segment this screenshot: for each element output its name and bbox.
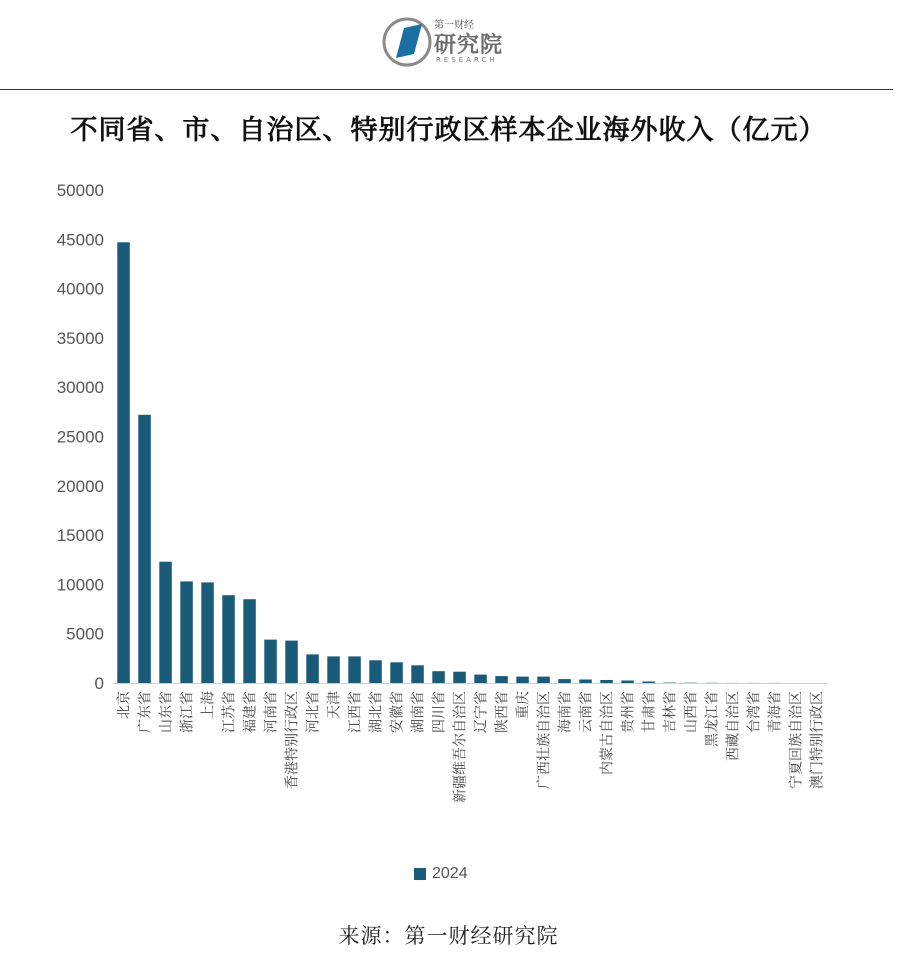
x-tick-label: 浙江省 — [179, 691, 196, 733]
x-tick-label: 天津 — [326, 691, 343, 719]
logo — [382, 12, 522, 72]
y-tick-label: 5000 — [66, 624, 104, 644]
x-tick-label: 安徽省 — [389, 691, 406, 733]
x-tick-label: 广东省 — [137, 691, 154, 733]
bar — [369, 660, 382, 683]
bar — [159, 562, 172, 683]
bar — [285, 641, 298, 683]
bar — [453, 672, 466, 683]
logo-sub-text: RESEARCH — [436, 56, 498, 64]
legend — [414, 864, 468, 884]
y-tick-label: 10000 — [56, 575, 104, 595]
x-tick-label: 江西省 — [347, 691, 364, 733]
bar — [516, 677, 529, 683]
bar — [411, 665, 424, 683]
x-tick-label: 广西壮族自治区 — [536, 691, 553, 789]
bar — [201, 582, 214, 683]
bar — [579, 680, 592, 684]
bar — [264, 640, 277, 683]
x-tick-label: 山西省 — [683, 691, 700, 733]
bar — [537, 677, 550, 683]
x-tick-label: 河南省 — [263, 691, 280, 733]
x-tick-label: 福建省 — [242, 691, 259, 733]
bar-chart — [0, 170, 897, 850]
x-tick-label: 四川省 — [431, 691, 448, 733]
bar — [642, 682, 655, 684]
bar — [432, 671, 445, 683]
bar — [243, 599, 256, 683]
y-tick-label: 0 — [94, 674, 104, 693]
y-tick-label: 15000 — [56, 526, 104, 546]
bar — [327, 656, 340, 683]
bar — [348, 656, 361, 683]
x-tick-label: 云南省 — [578, 691, 595, 733]
logo-big-text: 研究院 — [434, 33, 504, 58]
x-tick-label: 湖北省 — [368, 691, 385, 733]
y-tick-label: 25000 — [56, 427, 104, 447]
x-tick-label: 香港特别行政区 — [284, 691, 301, 789]
x-tick-label: 江苏省 — [221, 691, 238, 733]
logo-small-text: 第一财经 — [434, 20, 474, 31]
x-tick-label: 湖南省 — [410, 691, 427, 733]
bar — [621, 681, 634, 684]
x-tick-label: 新疆维吾尔自治区 — [452, 691, 469, 803]
chart-title: 不同省、市、自治区、特别行政区样本企业海外收入（亿元） — [70, 115, 827, 146]
bar — [558, 679, 571, 683]
x-tick-label: 海南省 — [557, 691, 574, 733]
x-tick-label: 河北省 — [305, 691, 322, 733]
x-tick-label: 甘肃省 — [641, 691, 658, 733]
x-tick-label: 陕西省 — [494, 691, 511, 733]
y-tick-label: 30000 — [56, 378, 104, 398]
bar — [600, 680, 613, 683]
y-tick-label: 20000 — [56, 476, 104, 496]
x-tick-label: 上海 — [200, 691, 217, 719]
x-tick-label: 北京 — [116, 691, 133, 719]
source-note: 来源：第一财经研究院 — [338, 924, 559, 948]
logo-emblem-icon — [382, 14, 432, 70]
x-tick-label: 吉林省 — [662, 691, 679, 733]
bar — [390, 662, 403, 683]
bar — [222, 595, 235, 683]
legend-label: 2024 — [432, 865, 468, 882]
y-tick-label: 40000 — [56, 279, 104, 299]
x-tick-label: 台湾省 — [746, 691, 763, 733]
bar — [306, 654, 319, 683]
x-tick-label: 贵州省 — [620, 691, 637, 733]
x-tick-label: 西藏自治区 — [725, 691, 742, 761]
bar — [117, 242, 130, 683]
bar — [138, 415, 151, 683]
x-tick-label: 宁夏回族自治区 — [788, 691, 805, 789]
x-tick-label: 澳门特别行政区 — [809, 691, 826, 789]
bar — [474, 675, 487, 683]
y-tick-label: 35000 — [56, 328, 104, 348]
y-tick-label: 50000 — [56, 181, 104, 200]
y-tick-label: 45000 — [56, 230, 104, 250]
x-tick-label: 青海省 — [767, 691, 784, 733]
bar — [180, 581, 193, 683]
legend-swatch — [414, 868, 426, 880]
x-tick-label: 内蒙古自治区 — [599, 691, 616, 775]
x-tick-label: 重庆 — [515, 691, 532, 719]
bar — [495, 676, 508, 683]
x-tick-label: 辽宁省 — [473, 691, 490, 733]
x-tick-label: 黑龙江省 — [704, 691, 721, 747]
x-tick-label: 山东省 — [158, 691, 175, 733]
header-divider — [0, 89, 893, 90]
